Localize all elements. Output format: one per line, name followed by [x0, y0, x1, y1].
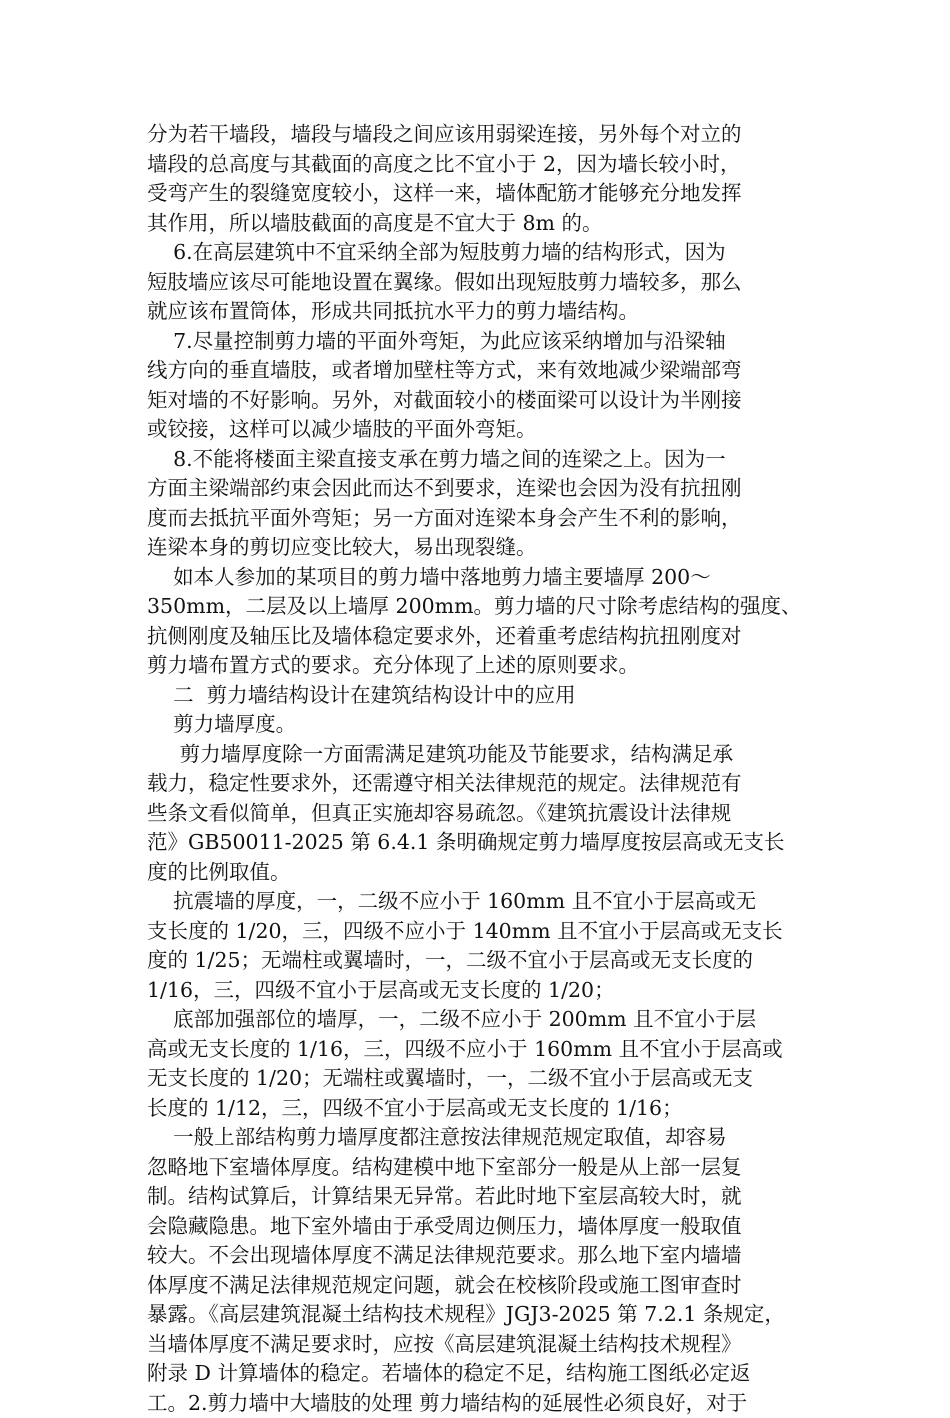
text-line: 工。2.剪力墙中大墙肢的处理 剪力墙结构的延展性必须良好，对于	[147, 1389, 812, 1418]
text-line: 忽略地下室墙体厚度。结构建模中地下室部分一般是从上部一层复	[147, 1153, 812, 1183]
text-line: 350mm，二层及以上墙厚 200mm。剪力墙的尺寸除考虑结构的强度、	[147, 592, 812, 622]
text-line: 抗侧刚度及轴压比及墙体稳定要求外，还着重考虑结构抗扭刚度对	[147, 622, 812, 652]
text-line: 6.在高层建筑中不宜采纳全部为短肢剪力墙的结构形式，因为	[147, 238, 812, 268]
text-line: 度的 1/25；无端柱或翼墙时，一，二级不宜小于层高或无支长度的	[147, 946, 812, 976]
text-line: 墙段的总高度与其截面的高度之比不宜小于 2，因为墙长较小时，	[147, 150, 812, 180]
text-line: 长度的 1/12，三，四级不宜小于层高或无支长度的 1/16；	[147, 1094, 812, 1124]
text-line: 度的比例取值。	[147, 858, 812, 888]
text-line: 就应该布置筒体，形成共同抵抗水平力的剪力墙结构。	[147, 297, 812, 327]
text-line: 高或无支长度的 1/16，三，四级不应小于 160mm 且不宜小于层高或	[147, 1035, 812, 1065]
text-line: 较大。不会出现墙体厚度不满足法律规范要求。那么地下室内墙墙	[147, 1241, 812, 1271]
text-line: 方面主梁端部约束会因此而达不到要求，连梁也会因为没有抗扭刚	[147, 474, 812, 504]
subsection-heading: 剪力墙厚度。	[147, 710, 812, 740]
text-line: 当墙体厚度不满足要求时，应按《高层建筑混凝土结构技术规程》	[147, 1330, 812, 1360]
text-line: 些条文看似简单，但真正实施却容易疏忽。《建筑抗震设计法律规	[147, 799, 812, 829]
text-line: 度而去抵抗平面外弯矩；另一方面对连梁本身会产生不利的影响，	[147, 504, 812, 534]
text-line: 或铰接，这样可以减少墙肢的平面外弯矩。	[147, 415, 812, 445]
text-line: 其作用，所以墙肢截面的高度是不宜大于 8m 的。	[147, 209, 812, 239]
text-line: 线方向的垂直墙肢，或者增加壁柱等方式，来有效地减少梁端部弯	[147, 356, 812, 386]
text-line: 矩对墙的不好影响。另外，对截面较小的楼面梁可以设计为半刚接	[147, 386, 812, 416]
text-line: 无支长度的 1/20；无端柱或翼墙时，一，二级不宜小于层高或无支	[147, 1064, 812, 1094]
text-line: 分为若干墙段，墙段与墙段之间应该用弱梁连接，另外每个对立的	[147, 120, 812, 150]
text-line: 连梁本身的剪切应变比较大，易出现裂缝。	[147, 533, 812, 563]
text-line: 如本人参加的某项目的剪力墙中落地剪力墙主要墙厚 200～	[147, 563, 812, 593]
body-text	[147, 120, 812, 1418]
text-line: 会隐藏隐患。地下室外墙由于承受周边侧压力，墙体厚度一般取值	[147, 1212, 812, 1242]
text-line: 一般上部结构剪力墙厚度都注意按法律规范规定取值，却容易	[147, 1123, 812, 1153]
text-line: 抗震墙的厚度，一，二级不应小于 160mm 且不宜小于层高或无	[147, 887, 812, 917]
text-line: 附录 D 计算墙体的稳定。若墙体的稳定不足，结构施工图纸必定返	[147, 1359, 812, 1389]
text-line: 制。结构试算后，计算结果无异常。若此时地下室层高较大时，就	[147, 1182, 812, 1212]
text-line: 8.不能将楼面主梁直接支承在剪力墙之间的连梁之上。因为一	[147, 445, 812, 475]
text-line: 底部加强部位的墙厚，一，二级不应小于 200mm 且不宜小于层	[147, 1005, 812, 1035]
text-line: 短肢墙应该尽可能地设置在翼缘。假如出现短肢剪力墙较多，那么	[147, 268, 812, 298]
section-heading: 二 剪力墙结构设计在建筑结构设计中的应用	[147, 681, 812, 711]
text-line: 体厚度不满足法律规范规定问题，就会在校核阶段或施工图审查时	[147, 1271, 812, 1301]
text-line: 范》GB50011-2025 第 6.4.1 条明确规定剪力墙厚度按层高或无支长	[147, 828, 812, 858]
text-line: 7.尽量控制剪力墙的平面外弯矩，为此应该采纳增加与沿梁轴	[147, 327, 812, 357]
text-line: 1/16，三，四级不宜小于层高或无支长度的 1/20；	[147, 976, 812, 1006]
text-line: 受弯产生的裂缝宽度较小，这样一来，墙体配筋才能够充分地发挥	[147, 179, 812, 209]
text-line: 剪力墙厚度除一方面需满足建筑功能及节能要求，结构满足承	[147, 740, 812, 770]
text-line: 支长度的 1/20，三，四级不应小于 140mm 且不宜小于层高或无支长	[147, 917, 812, 947]
text-line: 剪力墙布置方式的要求。充分体现了上述的原则要求。	[147, 651, 812, 681]
text-line: 暴露。《高层建筑混凝土结构技术规程》JGJ3-2025 第 7.2.1 条规定，	[147, 1300, 812, 1330]
text-line: 载力，稳定性要求外，还需遵守相关法律规范的规定。法律规范有	[147, 769, 812, 799]
